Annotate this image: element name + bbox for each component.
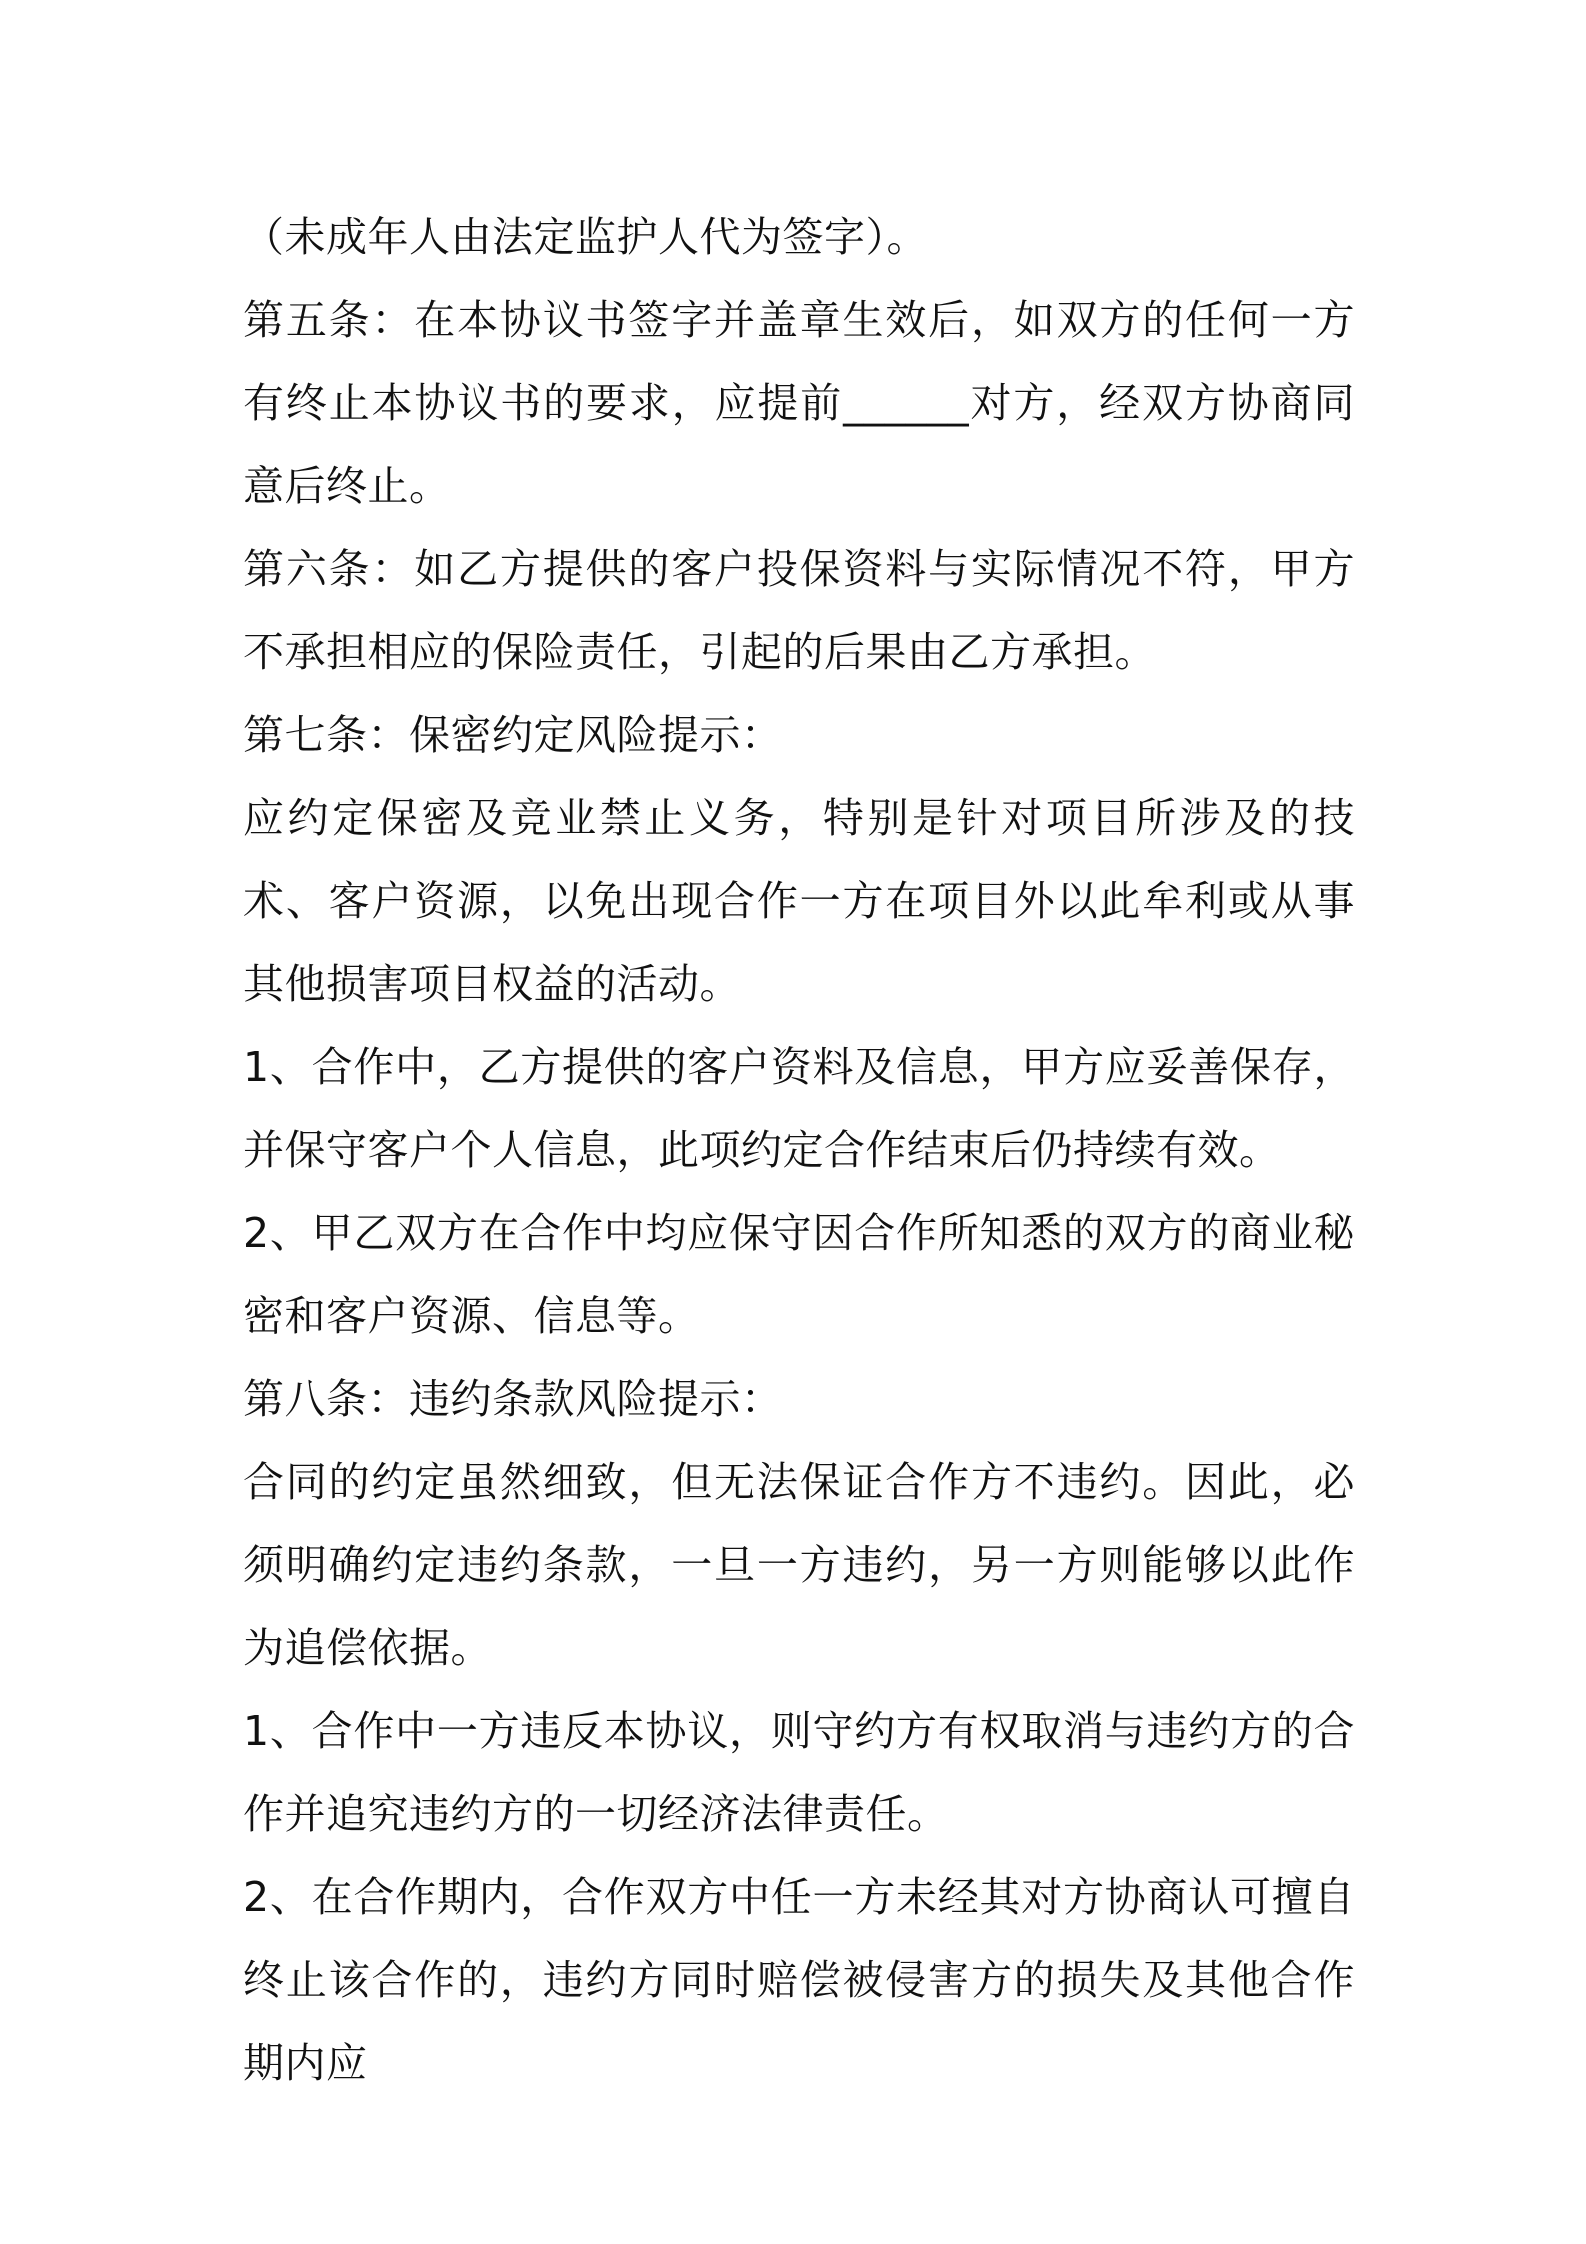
article-7-clause-2: 2、甲乙双方在合作中均应保守因合作所知悉的双方的商业秘密和客户资源、信息等。 (243, 1209, 1355, 1340)
article-8-intro: 合同的约定虽然细致，但无法保证合作方不违约。因此，必须明确约定违约条款，一旦一方违约，另一方则能够以此作为追偿依据。 (243, 1458, 1355, 1672)
article-5-termination: 第五条：在本协议书签字并盖章生效后，如双方的任何一方有终止本协议书的要求，应提前______对方，经双方协商同意后终止。 (243, 296, 1355, 510)
article-8-heading: 第八条：违约条款风险提示： (243, 1375, 783, 1423)
article-7-clause-1: 1、合作中，乙方提供的客户资料及信息，甲方应妥善保存，并保守客户个人信息，此项约定合作结束后仍持续有效。 (243, 1043, 1355, 1174)
article-7-intro: 应约定保密及竞业禁止义务，特别是针对项目所涉及的技术、客户资源，以免出现合作一方在项目外以此牟利或从事其他损害项目权益的活动。 (243, 794, 1355, 1008)
article-8-clause-2: 2、在合作期内，合作双方中任一方未经其对方协商认可擅自终止该合作的，违约方同时赔偿被侵害方的损失及其他合作期内应 (243, 1873, 1355, 2087)
guardian-signature-note: （未成年人由法定监护人代为签字）。 (243, 213, 928, 261)
document-body (243, 196, 1355, 2105)
article-8-clause-1: 1、合作中一方违反本协议，则守约方有权取消与违约方的合作并追究违约方的一切经济法律责任。 (243, 1707, 1355, 1838)
article-7-heading: 第七条：保密约定风险提示： (243, 711, 783, 759)
article-6-client-data: 第六条：如乙方提供的客户投保资料与实际情况不符，甲方不承担相应的保险责任，引起的后果由乙方承担。 (243, 545, 1355, 676)
